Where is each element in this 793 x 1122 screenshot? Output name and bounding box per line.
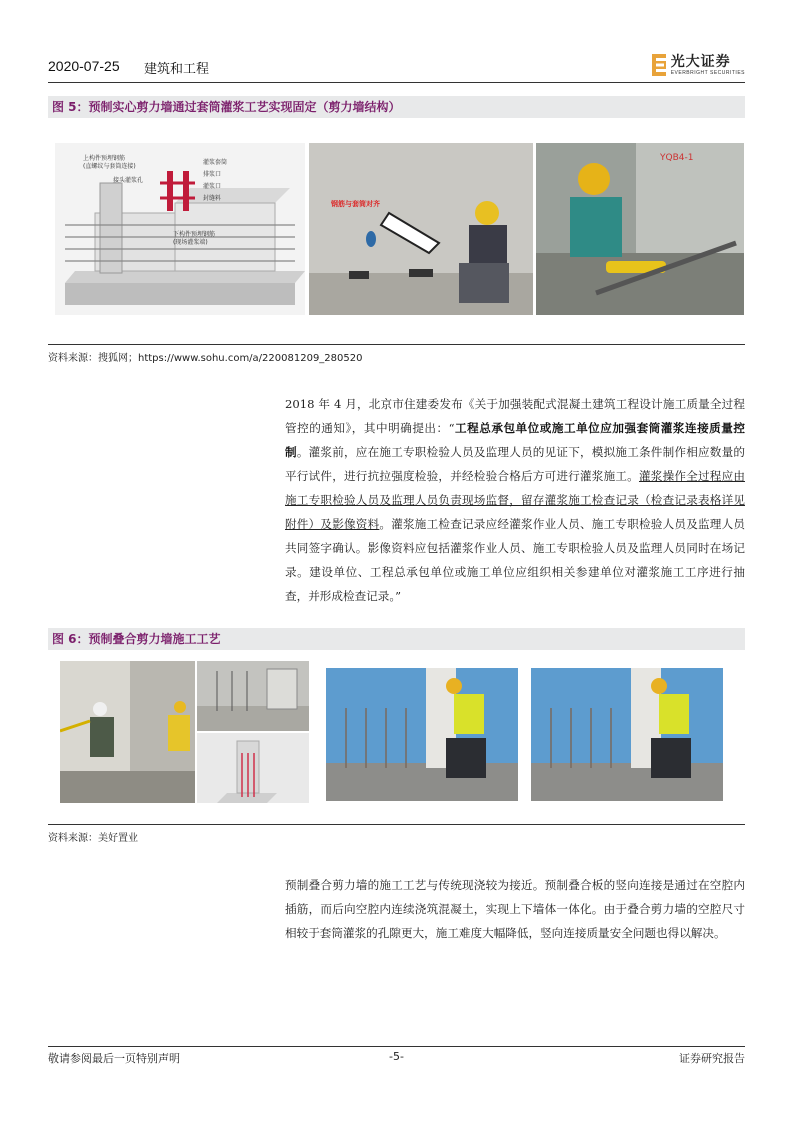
paragraph-composite-wall: 预制叠合剪力墙的施工工艺与传统现浇较为接近。预制叠合板的竖向连接是通过在空腔内插筋，而后向空腔内连续浇筑混凝土，实现上下墙体一体化。由于叠合剪力墙的空腔尺寸相较于套筒灌浆的孔隙更大，施工难度大幅降低，竖向连接质量安全问题也得以解决。	[285, 878, 745, 940]
label-upper-rebar: 上构件预埋钢筋	[83, 155, 126, 162]
page-header	[48, 52, 745, 80]
footer-report-type: 证券研究报告	[679, 1052, 745, 1065]
label-lower-rebar: 下构件预埋钢筋	[173, 231, 216, 238]
everbright-logo-icon	[652, 54, 666, 76]
figure5-source: 资料来源：搜狐网；https://www.sohu.com/a/220081209_280520	[48, 353, 363, 364]
figure6-rule	[48, 824, 745, 825]
footer-rule	[48, 1046, 745, 1047]
paragraph1-part2: 。灌浆前，应在施工专职检验人员及监理人员的见证下，模拟施工条件制作相应数量的平行试件，进行抗拉强度检验，并经检验合格后方可进行灌浆施工。	[285, 445, 745, 483]
header-rule	[48, 82, 745, 83]
figure5-rule	[48, 344, 745, 345]
figure6-photo-site	[197, 661, 309, 731]
photo-annotation: 钢筋与套筒对齐	[331, 200, 380, 208]
label-outlet: 排浆口	[203, 171, 222, 178]
figure6-rebar-render	[197, 733, 309, 803]
figure5-diagram	[55, 143, 305, 315]
label-lower-rebar-sub: (现场灌浆端)	[173, 239, 208, 246]
paragraph-regulation	[285, 392, 745, 608]
label-inlet: 灌浆口	[203, 183, 222, 190]
label-sleeve: 灌浆套筒	[203, 159, 228, 166]
figure5-caption: 图 5：预制实心剪力墙通过套筒灌浆工艺实现固定（剪力墙结构）	[48, 96, 745, 118]
logo-english-name: EVERBRIGHT SECURITIES	[670, 69, 745, 76]
page-footer	[48, 1050, 745, 1070]
figure6-render-worker-2	[531, 668, 723, 801]
figure5-photo-worker-aligning	[309, 143, 533, 315]
label-upper-rebar-sub: (直螺纹与套筒连接)	[83, 163, 136, 170]
figure6-source: 资料来源：美好置业	[48, 833, 138, 844]
footer-disclaimer: 敬请参阅最后一页特别声明	[48, 1052, 180, 1065]
figure5-photo-worker-grouting	[536, 143, 744, 315]
figure6-caption: 图 6：预制叠合剪力墙施工工艺	[48, 628, 745, 650]
label-seal: 封缝料	[203, 195, 222, 202]
report-date: 2020-07-25	[48, 58, 120, 74]
paragraph1-bold: 工程总承包单位或施工单位应加强套筒灌浆连接质量控制	[285, 421, 745, 459]
page-number: -5-	[389, 1050, 404, 1063]
photo-sign: YQB4-1	[660, 153, 694, 163]
industry-label: 建筑和工程	[144, 62, 210, 77]
label-joint-grout: 接头灌浆孔	[113, 177, 144, 184]
paragraph1-part1: 2018 年 4 月，北京市住建委发布《关于加强装配式混凝土建筑工程设计施工质量全过程管控的通知》，其中明确提出：“	[285, 397, 745, 435]
figure6-photo-workers	[60, 661, 195, 803]
everbright-logo	[652, 52, 745, 78]
figure6-render-worker-1	[326, 668, 518, 801]
logo-chinese-name: 光大证券	[670, 53, 731, 70]
paragraph1-underlined: 灌浆操作全过程应由施工专职检验人员及监理人员负责现场监督，留存灌浆施工检查记录（检查记录表格详见附件）及影像资料	[285, 469, 745, 531]
paragraph1-part3: 。灌浆施工检查记录应经灌浆作业人员、施工专职检验人员及监理人员共同签字确认。影像资料应包括灌浆作业人员、施工专职检验人员及监理人员同时在场记录。建设单位、工程总承包单位或施工单位应组织相关参建单位对灌浆施工工序进行抽查，并形成检查记录。”	[285, 517, 745, 603]
